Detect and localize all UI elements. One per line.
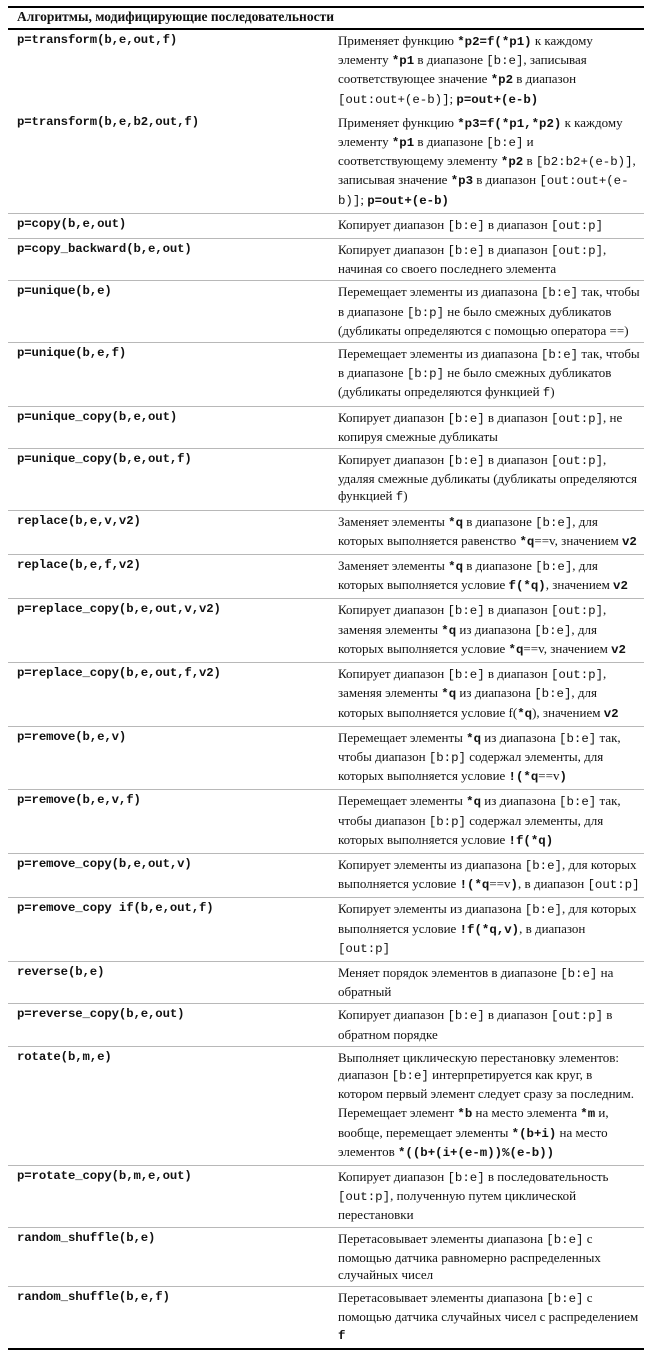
function-description [326,790,644,854]
function-signature: p=reverse_copy(b,e,out) [8,1004,326,1046]
description-paragraph [338,900,640,958]
function-description [326,112,644,214]
code-fragment: v2 [613,579,628,594]
table-title: Алгоритмы, модифицирующие последовательности [8,7,644,29]
text-fragment: Меняет порядок элементов в диапазоне [338,964,561,980]
text-fragment: в диапазон [513,71,577,87]
code-fragment: *q [517,706,533,721]
text-fragment: Копирует диапазон [338,602,448,618]
function-signature: p=remove(b,e,v,f) [8,790,326,854]
table-row [8,1227,644,1287]
description-paragraph [338,283,640,339]
function-description [326,1165,644,1227]
function-description [326,726,644,790]
text-fragment: , записывая соответствующее значение [338,52,587,87]
text-fragment: , для которых выполняется условие [338,901,637,936]
code-fragment: [out:p] [338,941,391,956]
table-row [8,726,644,790]
text-fragment: , не копируя смежные дубликаты [338,409,623,444]
code-fragment: [b:e] [447,668,485,683]
text-fragment: так, чтобы диапазон [338,793,621,828]
text-fragment: Перетасовывает элементы диапазона [338,1230,547,1246]
text-fragment: так, чтобы диапазон [338,729,621,764]
text-fragment: ; [360,191,368,207]
code-fragment: *m [580,1107,596,1122]
text-fragment: содержал элементы, для которых выполняется условие [338,748,604,784]
text-fragment: в диапазон [484,242,551,258]
text-fragment: в диапазон [484,409,551,425]
text-fragment: Копирует диапазон [338,242,448,258]
code-fragment: [b:e] [447,218,485,233]
code-fragment: [b:e] [540,348,579,363]
description-paragraph [338,1006,640,1042]
function-description [326,1227,644,1287]
function-description [326,853,644,897]
description-paragraph [338,1230,640,1284]
function-signature: rotate(b,m,e) [8,1046,326,1165]
description-paragraph [338,451,640,507]
code-fragment: *(b+i) [511,1126,557,1141]
function-signature: random_shuffle(b,e,f) [8,1287,326,1349]
code-fragment: *p2 [500,155,524,170]
description-paragraph [338,1104,640,1162]
code-fragment: [b:e] [447,1009,485,1024]
description-paragraph [338,729,640,787]
description-paragraph [338,557,640,595]
description-paragraph [338,601,640,659]
text-fragment: , для которых выполняется условие f( [338,685,597,720]
code-fragment: *p1 [391,54,415,69]
table-header-row [8,7,644,29]
code-fragment: [b:p] [428,750,466,765]
text-fragment: Копирует диапазон [338,666,448,682]
code-fragment: *q [508,642,524,657]
code-fragment: !f(*q,v) [459,922,520,937]
code-fragment: *q [448,560,464,575]
text-fragment: ==v, значением [534,532,622,548]
table-row [8,1165,644,1227]
text-fragment: Копирует диапазон [338,409,448,425]
function-signature: p=transform(b,e,b2,out,f) [17,114,199,129]
description-paragraph [338,1168,640,1224]
text-fragment: в последовательность [484,1168,609,1184]
code-fragment: [b:e] [534,623,572,638]
code-fragment: [b:e] [546,1232,584,1247]
text-fragment: в диапазон [484,602,551,618]
text-fragment: в обратном порядке [338,1007,613,1042]
code-fragment: [out:p] [550,218,604,233]
text-fragment: ==v [489,876,511,892]
code-fragment: [b:e] [524,858,562,873]
function-description [326,406,644,448]
code-fragment: [b:p] [406,367,445,382]
table-row [8,663,644,727]
table-row [8,898,644,962]
text-fragment: Копирует диапазон [338,1168,448,1184]
text-fragment: Перемещает элементы из диапазона [338,284,541,300]
text-fragment: на обратный [338,964,614,1000]
text-fragment: из диапазона [456,685,535,701]
function-description [326,1046,644,1165]
text-fragment: , заменяя элементы [338,666,607,701]
function-signature: random_shuffle(b,e) [8,1227,326,1287]
code-fragment: [b:e] [486,54,524,69]
table-row [8,112,644,214]
description-paragraph [338,1049,640,1103]
table-row [8,790,644,854]
function-signature: p=rotate_copy(b,m,e,out) [8,1165,326,1227]
table-row [8,406,644,448]
code-fragment: [b:e] [535,560,573,575]
description-paragraph [338,216,640,235]
function-description [326,343,644,407]
text-fragment: Копирует диапазон [338,452,448,468]
text-fragment: в диапазоне [463,513,536,529]
text-fragment: ), значением [532,704,604,720]
function-signature: p=replace_copy(b,e,out,v,v2) [8,599,326,663]
function-signature: p=unique_copy(b,e,out) [8,406,326,448]
table-body [8,29,644,1349]
text-fragment: , для которых выполняется условие [338,558,598,593]
text-fragment: в диапазоне [414,134,487,150]
text-fragment: Копирует диапазон [338,216,448,232]
code-fragment: !f(*q) [508,833,554,848]
code-fragment: *q [448,515,464,530]
code-fragment: p=out+(e-b) [456,92,539,107]
text-fragment: в диапазон [484,1007,551,1023]
code-fragment: [b:e] [391,1068,429,1083]
function-description [326,599,644,663]
code-fragment: f [395,490,404,505]
code-fragment: [b:e] [447,1170,485,1185]
code-fragment: p=out+(e-b) [367,193,449,208]
text-fragment: не было смежных дубликатов (дубликаты определяются с помощью оператора ==) [338,303,629,338]
text-fragment: Копирует элементы из диапазона [338,856,525,872]
function-signature: p=copy(b,e,out) [8,213,326,238]
code-fragment: *b [457,1107,473,1122]
description-paragraph [338,964,640,1000]
description-paragraph [338,665,640,723]
description-paragraph [338,1289,640,1345]
text-fragment: Перемещает элементы из диапазона [338,346,541,362]
text-fragment: к каждому элементу [338,114,623,150]
code-fragment: ) [510,878,518,893]
text-fragment: так, чтобы в диапазоне [338,346,640,381]
code-fragment: v2 [603,706,619,721]
text-fragment: в диапазон [484,452,551,468]
text-fragment: интерпретируется как круг, в котором первый элемент следует сразу за последним. [338,1066,634,1102]
text-fragment: так, чтобы в диапазоне [338,284,640,319]
description-paragraph [338,792,640,850]
code-fragment: f [542,386,551,401]
function-signature: replace(b,e,f,v2) [8,555,326,599]
text-fragment: не было смежных дубликатов (дубликаты определяются функцией [338,365,612,400]
code-fragment: [out:out+(e-b)] [338,92,450,107]
code-fragment: *p2=f(*p1) [457,35,532,49]
text-fragment: Перетасовывает элементы диапазона [338,1290,547,1306]
code-fragment: !(*q [508,770,539,785]
description-paragraph [338,513,640,551]
description-paragraph [338,345,640,403]
code-fragment: [out:p] [550,1009,604,1024]
text-fragment: , для которых выполняется условие [338,856,637,892]
text-fragment: Перемещает элементы [338,793,467,809]
code-fragment: [b:e] [447,604,485,619]
code-fragment: *p3=f(*p1,*p2) [457,116,562,131]
text-fragment: к каждому элементу [338,33,593,68]
text-fragment: , в диапазон [517,876,588,892]
text-fragment: ==v [538,768,560,784]
table-row [8,343,644,407]
function-signature: p=remove_copy(b,e,out,v) [8,853,326,897]
text-fragment: с помощью датчика равномерно распределенных случайных чисел [338,1230,601,1282]
text-fragment: , для которых выполняется условие [338,621,597,656]
text-fragment: ==v, значением [523,640,612,656]
code-fragment: v2 [622,534,637,549]
code-fragment: *((b+(i+(e-m))%(e-b)) [397,1145,555,1160]
function-description [326,663,644,727]
text-fragment: на место элемента [472,1105,581,1121]
function-signature: p=unique_copy(b,e,out,f) [8,449,326,511]
function-signature: replace(b,e,v,v2) [8,510,326,554]
function-signature: p=remove(b,e,v) [8,726,326,790]
function-description [326,449,644,511]
code-fragment: f(*q) [508,579,546,594]
description-paragraph [338,114,640,210]
text-fragment: , записывая значение [338,153,636,188]
table-row [8,853,644,897]
code-fragment: *q [466,795,482,810]
table-row [8,555,644,599]
code-fragment: *q [466,731,482,746]
text-fragment: в диапазон [473,172,540,188]
code-fragment: [b:e] [535,515,573,530]
table-row [8,1046,644,1165]
text-fragment: Заменяет элементы [338,558,449,574]
function-description [326,898,644,962]
code-fragment: [b:e] [524,903,562,918]
text-fragment: Копирует диапазон [338,1007,448,1023]
description-paragraph [338,241,640,277]
code-fragment: [b2:b2+(e-b)] [535,155,633,170]
text-fragment: из диапазона [481,793,560,809]
code-fragment: *q [441,623,457,638]
algorithms-table [8,6,644,1350]
table-row [8,510,644,554]
text-fragment: и, вообще, перемещает элементы [338,1105,609,1140]
table-row [8,281,644,343]
function-description [326,1004,644,1046]
text-fragment: Выполняет циклическую перестановку элементов: диапазон [338,1049,619,1082]
text-fragment: на место элементов [338,1124,608,1159]
description-paragraph [338,409,640,445]
code-fragment: [b:e] [559,731,597,746]
code-fragment: !(*q [459,878,490,893]
code-fragment: [out:p] [550,411,604,426]
text-fragment: ; [449,90,457,106]
text-fragment: Заменяет элементы [338,513,449,529]
function-description [326,510,644,554]
code-fragment: *q [441,687,457,702]
table-row [8,1287,644,1349]
text-fragment: Перемещает элементы [338,729,467,745]
function-signature: p=replace_copy(b,e,out,f,v2) [8,663,326,727]
code-fragment: [out:p] [550,668,604,683]
code-fragment: *p3 [450,174,474,189]
code-fragment: f [338,1328,346,1343]
text-fragment: , заменяя элементы [338,602,607,637]
text-fragment: в диапазоне [463,558,536,574]
function-description [326,1287,644,1349]
table-row [8,29,644,112]
code-fragment: [b:e] [447,411,485,426]
code-fragment: [out:p] [587,878,640,893]
text-fragment: Копирует элементы из диапазона [338,901,525,917]
function-description [326,239,644,281]
code-fragment: [b:e] [546,1292,584,1307]
code-fragment: *q [519,534,535,549]
code-fragment: [b:e] [486,136,524,151]
text-fragment: , начиная со своего последнего элемента [338,242,607,277]
text-fragment: Перемещает элемент [338,1105,458,1121]
table-row [8,449,644,511]
description-paragraph [338,856,640,894]
code-fragment: *p2 [490,73,514,88]
table-row [8,213,644,238]
text-fragment: , в диапазон [519,920,586,936]
table-row [8,961,644,1003]
text-fragment: в диапазон [484,216,551,232]
text-fragment: ) [550,384,555,400]
text-fragment: в диапазоне [414,52,487,68]
function-description [326,281,644,343]
code-fragment: [out:p] [550,454,604,469]
text-fragment: ) [403,488,408,504]
text-fragment: , удаляя смежные дубликаты (дубликаты определяются функцией [338,452,637,504]
code-fragment: [b:e] [447,244,485,259]
function-signature: p=unique(b,e,f) [8,343,326,407]
code-fragment: [b:e] [560,966,598,981]
text-fragment: в диапазон [484,666,551,682]
code-fragment: [b:p] [406,305,445,320]
text-fragment: Применяет функцию [338,114,458,130]
text-fragment: в [523,153,536,169]
function-signature: p=unique(b,e) [8,281,326,343]
code-fragment: [b:e] [534,687,572,702]
text-fragment: содержал элементы, для которых выполняется условие [338,812,604,847]
function-signature: p=transform(b,e,out,f) [8,29,326,112]
code-fragment: [b:e] [559,795,597,810]
description-paragraph [338,32,640,109]
function-signature: reverse(b,e) [8,961,326,1003]
text-fragment: из диапазона [456,621,535,637]
code-fragment: [b:e] [540,286,579,301]
function-description [326,29,644,112]
text-fragment: из диапазона [481,729,560,745]
table-row [8,239,644,281]
code-fragment: *p1 [391,136,415,151]
code-fragment: v2 [611,642,626,657]
function-signature: p=copy_backward(b,e,out) [8,239,326,281]
text-fragment: , для которых выполняется равенство [338,513,598,548]
function-signature: p=remove_copy if(b,e,out,f) [8,898,326,962]
code-fragment: ) [559,770,567,785]
text-fragment: , значением [545,577,614,593]
code-fragment: [out:p] [550,604,604,619]
function-description [326,961,644,1003]
function-description [326,555,644,599]
text-fragment: , полученную путем циклической перестановки [338,1188,577,1223]
function-description [326,213,644,238]
code-fragment: [b:e] [447,454,485,469]
text-fragment: и соответствующему элементу [338,134,534,169]
table-row [8,599,644,663]
table-row [8,1004,644,1046]
text-fragment: Применяет функцию [338,33,458,48]
code-fragment: [b:p] [428,814,466,829]
code-fragment: [out:p] [550,244,604,259]
code-fragment: [out:out+(e-b)] [338,174,629,208]
text-fragment: с помощью датчика случайных чисел с распределением [338,1290,639,1325]
code-fragment: [out:p] [338,1190,391,1205]
